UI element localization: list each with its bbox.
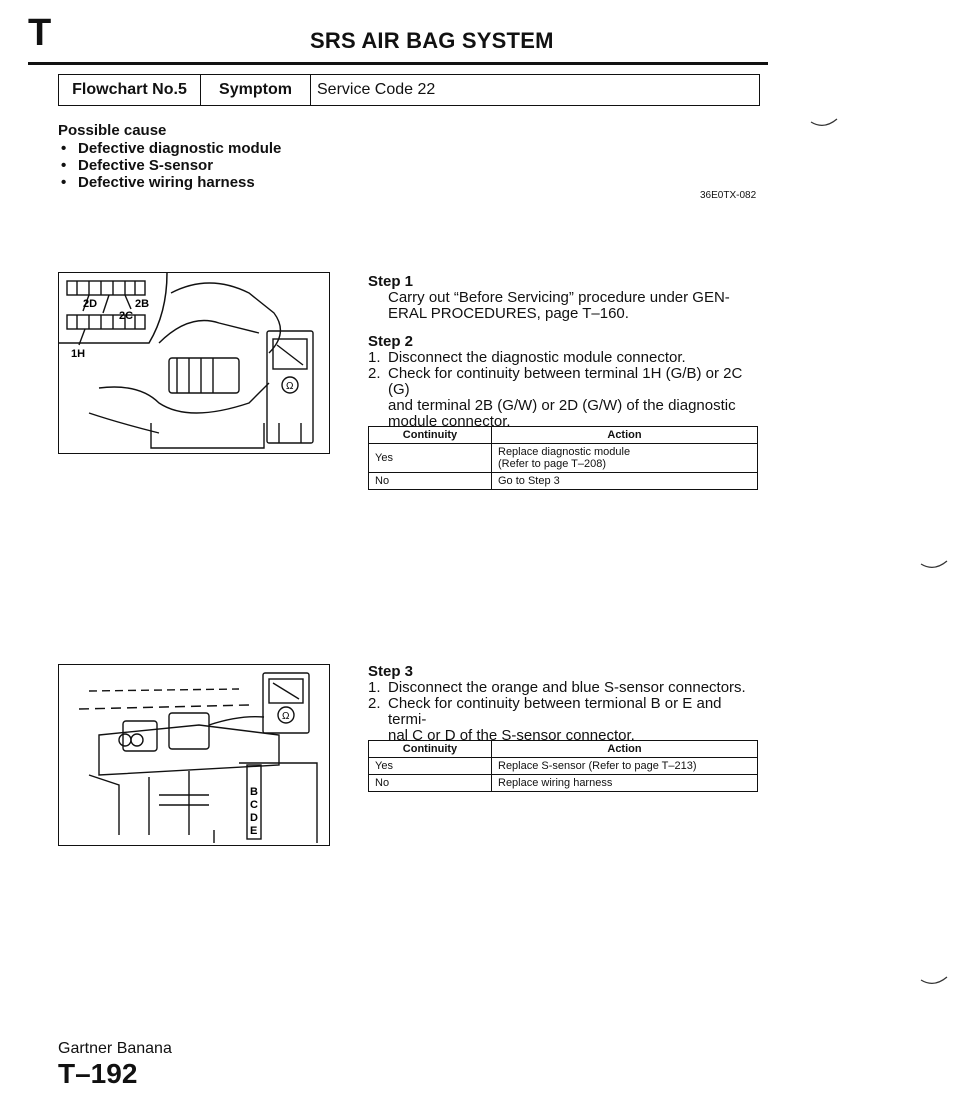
margin-tick-mark bbox=[920, 560, 948, 572]
flowchart-label: Flowchart No.5 bbox=[59, 75, 201, 105]
header-rule bbox=[28, 62, 768, 65]
possible-cause-list bbox=[58, 140, 281, 191]
step-item-number: 2. bbox=[368, 365, 381, 382]
step-text-line: ERAL PROCEDURES, page T–160. bbox=[388, 305, 629, 322]
step-text-line: Check for continuity between termional B or E and termi- bbox=[388, 695, 722, 728]
terminal-label: 1H bbox=[71, 348, 86, 360]
table-row bbox=[369, 444, 758, 473]
margin-tick-mark bbox=[920, 976, 948, 988]
table-cell: Yes bbox=[369, 444, 492, 473]
step-item bbox=[368, 366, 760, 430]
step-2 bbox=[368, 334, 760, 430]
step-item bbox=[368, 680, 760, 696]
table-row bbox=[369, 473, 758, 490]
table-cell-line: Replace diagnostic module bbox=[498, 446, 631, 458]
ohm-symbol: Ω bbox=[282, 711, 290, 722]
step-item-number: 1. bbox=[368, 349, 381, 366]
table-header-cell: Action bbox=[492, 741, 758, 758]
step-item bbox=[368, 696, 760, 744]
table-cell: No bbox=[369, 473, 492, 490]
possible-cause-heading: Possible cause bbox=[58, 122, 167, 139]
table-cell: Replace S-sensor (Refer to page T–213) bbox=[492, 758, 758, 775]
page-title: SRS AIR BAG SYSTEM bbox=[310, 28, 554, 53]
step-item-number: 2. bbox=[368, 695, 381, 712]
terminal-label: D bbox=[250, 812, 258, 824]
s-sensor-drawing bbox=[59, 665, 329, 845]
table-header-row bbox=[369, 741, 758, 758]
table-cell: Yes bbox=[369, 758, 492, 775]
flowchart-header-box bbox=[58, 74, 760, 106]
cause-item: • Defective S-sensor bbox=[58, 157, 281, 174]
table-row bbox=[369, 758, 758, 775]
terminal-label: 2B bbox=[135, 298, 150, 310]
step-item bbox=[368, 350, 760, 366]
step-text-line: Carry out “Before Servicing” procedure under GEN- bbox=[388, 289, 730, 306]
step-title: Step 2 bbox=[368, 333, 414, 350]
table-cell: No bbox=[369, 775, 492, 792]
document-id: 36E0TX-082 bbox=[700, 190, 757, 201]
symptom-label: Symptom bbox=[201, 75, 311, 105]
step-text-line: nal C or D of the S-sensor connector. bbox=[388, 727, 635, 744]
diagnostic-connector-illustration bbox=[58, 272, 330, 454]
step-2-continuity-table bbox=[368, 426, 758, 490]
step-text-line: Disconnect the orange and blue S-sensor connectors. bbox=[388, 679, 746, 696]
table-cell: Replace wiring harness bbox=[492, 775, 758, 792]
page-number: T–192 bbox=[58, 1058, 138, 1089]
footer-note: Gartner Banana bbox=[58, 1040, 172, 1057]
section-letter: T bbox=[28, 12, 52, 54]
symptom-value: Service Code 22 bbox=[317, 81, 436, 98]
s-sensor-illustration bbox=[58, 664, 330, 846]
step-3 bbox=[368, 664, 760, 744]
margin-tick-mark bbox=[810, 118, 838, 130]
table-cell: Go to Step 3 bbox=[492, 473, 758, 490]
terminal-label: 2C bbox=[119, 310, 134, 322]
terminal-label: E bbox=[250, 825, 258, 837]
table-header-row bbox=[369, 427, 758, 444]
ohmmeter-connector-drawing bbox=[59, 273, 329, 453]
step-item-number: 1. bbox=[368, 679, 381, 696]
table-row bbox=[369, 775, 758, 792]
terminal-label: C bbox=[250, 799, 258, 811]
step-3-continuity-table bbox=[368, 740, 758, 792]
table-cell bbox=[492, 444, 758, 473]
step-text-line: and terminal 2B (G/W) or 2D (G/W) of the diagnostic bbox=[388, 397, 736, 414]
table-header-cell: Action bbox=[492, 427, 758, 444]
ohm-symbol: Ω bbox=[286, 381, 294, 392]
cause-item: • Defective wiring harness bbox=[58, 174, 281, 191]
table-header-cell: Continuity bbox=[369, 427, 492, 444]
step-text-line: Disconnect the diagnostic module connector. bbox=[388, 349, 686, 366]
step-text-line: module connector. bbox=[388, 413, 511, 430]
step-text-line: Check for continuity between terminal 1H (G/B) or 2C (G) bbox=[388, 365, 743, 398]
table-cell-line: (Refer to page T–208) bbox=[498, 458, 607, 470]
step-1 bbox=[368, 274, 760, 322]
terminal-label: 2D bbox=[83, 298, 98, 310]
step-title: Step 3 bbox=[368, 663, 414, 680]
cause-item: • Defective diagnostic module bbox=[58, 140, 281, 157]
terminal-label: B bbox=[250, 786, 258, 798]
step-title: Step 1 bbox=[368, 273, 414, 290]
table-header-cell: Continuity bbox=[369, 741, 492, 758]
